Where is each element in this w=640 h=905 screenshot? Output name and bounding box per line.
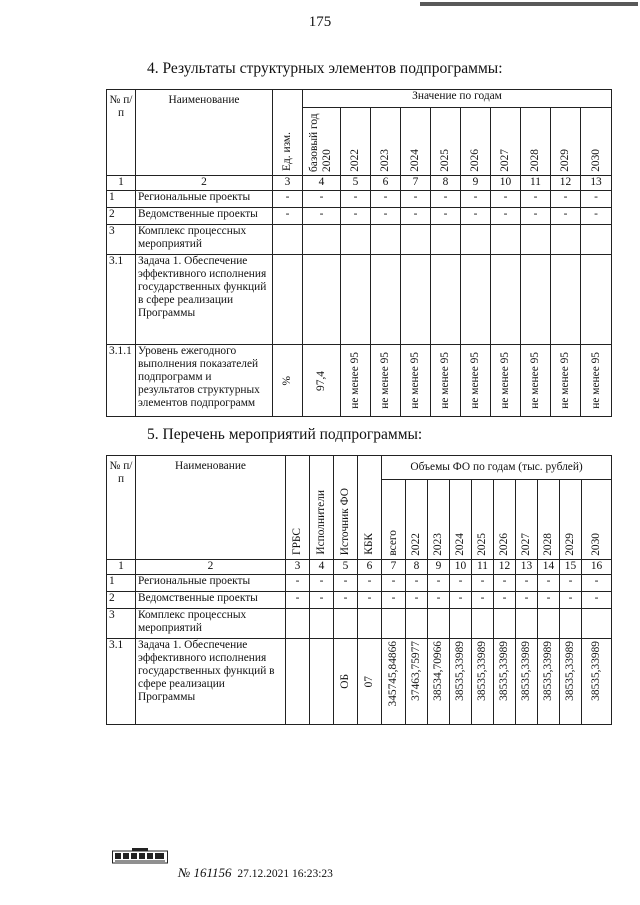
value-cell: не менее 95 <box>371 345 401 417</box>
value-cell: - <box>581 191 612 208</box>
row-grbs <box>286 609 310 639</box>
value-cell: - <box>472 592 494 609</box>
row-grbs: - <box>286 592 310 609</box>
year-header: 2024 <box>450 480 472 560</box>
column-index: 13 <box>516 560 538 575</box>
value-cell: - <box>450 592 472 609</box>
value-cell <box>538 609 560 639</box>
value-cell: 345745,84866 <box>382 639 406 725</box>
year-header: 2028 <box>538 480 560 560</box>
row-unit: % <box>273 345 303 417</box>
column-index: 6 <box>358 560 382 575</box>
year-header: 2029 <box>560 480 582 560</box>
value-cell: - <box>401 191 431 208</box>
value-cell: - <box>582 592 612 609</box>
year-header: 2024 <box>401 108 431 176</box>
column-index: 8 <box>406 560 428 575</box>
activities-table <box>106 455 612 725</box>
row-number: 3.1 <box>107 255 136 345</box>
row-grbs <box>286 639 310 725</box>
value-cell: 38535,33989 <box>560 639 582 725</box>
value-cell <box>581 225 612 255</box>
value-cell: - <box>494 592 516 609</box>
year-header: 2023 <box>371 108 401 176</box>
value-cell: - <box>341 208 371 225</box>
value-cell <box>303 225 341 255</box>
header-unit: Ед. изм. <box>273 90 303 176</box>
value-cell: - <box>581 208 612 225</box>
row-name: Региональные проекты <box>136 575 286 592</box>
value-cell: - <box>303 191 341 208</box>
value-cell: - <box>406 575 428 592</box>
row-unit: - <box>273 208 303 225</box>
column-index: 3 <box>286 560 310 575</box>
value-cell <box>461 255 491 345</box>
column-index: 11 <box>521 176 551 191</box>
value-cell: - <box>491 208 521 225</box>
row-name: Региональные проекты <box>136 191 273 208</box>
signature-stamp-icon <box>112 848 168 864</box>
row-number: 3 <box>107 609 136 639</box>
page-number: 175 <box>308 14 332 30</box>
section4-title: 4. Результаты структурных элементов подпрограммы: <box>147 60 503 77</box>
row-name: Уровень ежегодного выполнения показателей подпрограмм и результатов структурных элементов подпрограмм <box>136 345 273 417</box>
row-number: 3.1.1 <box>107 345 136 417</box>
row-number: 3 <box>107 225 136 255</box>
table-row <box>107 639 612 725</box>
value-cell: - <box>560 575 582 592</box>
row-number: 1 <box>107 575 136 592</box>
value-cell <box>428 609 450 639</box>
header-base-year: базовый год 2020 <box>303 108 341 176</box>
value-cell: не менее 95 <box>461 345 491 417</box>
year-header: 2026 <box>494 480 516 560</box>
value-cell: - <box>521 208 551 225</box>
value-cell: - <box>450 575 472 592</box>
row-unit <box>273 225 303 255</box>
column-index: 4 <box>310 560 334 575</box>
header-grbs: ГРБС <box>286 456 310 560</box>
table-row <box>107 575 612 592</box>
column-index: 2 <box>136 560 286 575</box>
year-header: 2026 <box>461 108 491 176</box>
value-cell: 38534,70966 <box>428 639 450 725</box>
value-cell: не менее 95 <box>401 345 431 417</box>
value-cell <box>431 225 461 255</box>
value-cell: не менее 95 <box>431 345 461 417</box>
value-cell: - <box>494 575 516 592</box>
row-number: 1 <box>107 191 136 208</box>
value-cell <box>521 255 551 345</box>
column-index: 1 <box>107 560 136 575</box>
row-executors: - <box>310 575 334 592</box>
value-cell: - <box>341 191 371 208</box>
row-number: 3.1 <box>107 639 136 725</box>
column-index: 13 <box>581 176 612 191</box>
value-cell: 38535,33989 <box>516 639 538 725</box>
results-table <box>106 89 612 417</box>
value-cell: - <box>428 575 450 592</box>
value-cell: - <box>371 191 401 208</box>
value-cell: не менее 95 <box>521 345 551 417</box>
value-cell <box>450 609 472 639</box>
row-unit: - <box>273 191 303 208</box>
value-cell <box>582 609 612 639</box>
value-cell: - <box>401 208 431 225</box>
document-footer <box>178 865 333 881</box>
value-cell: не менее 95 <box>341 345 371 417</box>
column-index: 15 <box>560 560 582 575</box>
value-cell: - <box>461 191 491 208</box>
value-cell <box>371 225 401 255</box>
column-index: 10 <box>450 560 472 575</box>
table-row <box>107 592 612 609</box>
value-cell <box>472 609 494 639</box>
row-executors: - <box>310 592 334 609</box>
table-row <box>107 225 612 255</box>
value-cell: - <box>521 191 551 208</box>
row-source: - <box>334 592 358 609</box>
value-cell <box>341 225 371 255</box>
value-cell <box>341 255 371 345</box>
value-cell: не менее 95 <box>491 345 521 417</box>
value-cell: - <box>303 208 341 225</box>
table-row <box>107 208 612 225</box>
table-row <box>107 255 612 345</box>
value-cell: - <box>431 208 461 225</box>
value-cell: - <box>551 191 581 208</box>
value-cell: - <box>472 575 494 592</box>
row-unit <box>273 255 303 345</box>
column-index: 16 <box>582 560 612 575</box>
value-cell: - <box>551 208 581 225</box>
row-kbk <box>358 609 382 639</box>
table-row <box>107 191 612 208</box>
row-name: Задача 1. Обеспечение эффективного исполнения государственных функций в сфере реализации Программы <box>136 255 273 345</box>
value-cell <box>581 255 612 345</box>
value-cell <box>401 255 431 345</box>
column-index: 9 <box>428 560 450 575</box>
header-source: Источник ФО <box>334 456 358 560</box>
value-cell: 38535,33989 <box>450 639 472 725</box>
value-cell: не менее 95 <box>551 345 581 417</box>
year-header: 2028 <box>521 108 551 176</box>
value-cell: - <box>428 592 450 609</box>
document-number: № 161156 <box>178 865 232 880</box>
row-kbk: - <box>358 592 382 609</box>
column-index: 12 <box>551 176 581 191</box>
header-total: всего <box>382 480 406 560</box>
table-row <box>107 345 612 417</box>
row-executors <box>310 639 334 725</box>
column-index: 4 <box>303 176 341 191</box>
value-cell: - <box>491 191 521 208</box>
year-header: 2027 <box>491 108 521 176</box>
value-cell: - <box>461 208 491 225</box>
value-cell: - <box>382 592 406 609</box>
value-cell: 38535,33989 <box>538 639 560 725</box>
row-executors <box>310 609 334 639</box>
value-cell <box>371 255 401 345</box>
column-index: 8 <box>431 176 461 191</box>
value-cell: - <box>371 208 401 225</box>
row-name: Комплекс процессных мероприятий <box>136 225 273 255</box>
column-index: 5 <box>341 176 371 191</box>
year-header: 2029 <box>551 108 581 176</box>
column-index: 5 <box>334 560 358 575</box>
header-num: № п/п <box>107 456 136 560</box>
value-cell: - <box>538 575 560 592</box>
row-kbk: - <box>358 575 382 592</box>
value-cell: - <box>382 575 406 592</box>
header-name: Наименование <box>136 456 286 560</box>
column-index: 12 <box>494 560 516 575</box>
header-kbk: КБК <box>358 456 382 560</box>
row-grbs: - <box>286 575 310 592</box>
value-cell: 38535,33989 <box>494 639 516 725</box>
column-index: 1 <box>107 176 136 191</box>
table-row <box>107 609 612 639</box>
value-cell: - <box>582 575 612 592</box>
year-header: 2030 <box>581 108 612 176</box>
value-cell <box>494 609 516 639</box>
row-number: 2 <box>107 592 136 609</box>
value-cell: - <box>516 592 538 609</box>
value-cell <box>431 255 461 345</box>
row-source: - <box>334 575 358 592</box>
year-header: 2022 <box>406 480 428 560</box>
value-cell: 38535,33989 <box>472 639 494 725</box>
row-number: 2 <box>107 208 136 225</box>
column-index: 7 <box>382 560 406 575</box>
value-cell <box>461 225 491 255</box>
column-index: 3 <box>273 176 303 191</box>
column-index: 14 <box>538 560 560 575</box>
column-index: 10 <box>491 176 521 191</box>
value-cell: не менее 95 <box>581 345 612 417</box>
column-index: 2 <box>136 176 273 191</box>
value-cell: 97,4 <box>303 345 341 417</box>
row-name: Комплекс процессных мероприятий <box>136 609 286 639</box>
row-name: Задача 1. Обеспечение эффективного исполнения государственных функций в сфере реализации Программы <box>136 639 286 725</box>
value-cell <box>401 225 431 255</box>
column-index: 7 <box>401 176 431 191</box>
row-name: Ведомственные проекты <box>136 208 273 225</box>
year-header: 2023 <box>428 480 450 560</box>
year-header: 2027 <box>516 480 538 560</box>
row-name: Ведомственные проекты <box>136 592 286 609</box>
value-cell <box>491 255 521 345</box>
value-cell: - <box>431 191 461 208</box>
value-cell: 37463,75977 <box>406 639 428 725</box>
row-source <box>334 609 358 639</box>
header-executors: Исполнители <box>310 456 334 560</box>
value-cell <box>551 225 581 255</box>
header-values-group: Значение по годам <box>303 90 612 108</box>
value-cell <box>382 609 406 639</box>
column-index: 6 <box>371 176 401 191</box>
value-cell <box>303 255 341 345</box>
value-cell <box>551 255 581 345</box>
year-header: 2025 <box>472 480 494 560</box>
value-cell <box>406 609 428 639</box>
value-cell: 38535,33989 <box>582 639 612 725</box>
value-cell <box>560 609 582 639</box>
value-cell: - <box>406 592 428 609</box>
column-index: 11 <box>472 560 494 575</box>
year-header: 2022 <box>341 108 371 176</box>
scan-edge-line <box>420 2 638 6</box>
header-num: № п/п <box>107 90 136 176</box>
year-header: 2030 <box>582 480 612 560</box>
value-cell <box>521 225 551 255</box>
year-header: 2025 <box>431 108 461 176</box>
document-datetime: 27.12.2021 16:23:23 <box>237 868 333 880</box>
value-cell: - <box>560 592 582 609</box>
value-cell <box>491 225 521 255</box>
value-cell: - <box>516 575 538 592</box>
value-cell <box>516 609 538 639</box>
value-cell: - <box>538 592 560 609</box>
row-source: ОБ <box>334 639 358 725</box>
section5-title: 5. Перечень мероприятий подпрограммы: <box>147 426 423 443</box>
header-name: Наименование <box>136 90 273 176</box>
row-kbk: 07 <box>358 639 382 725</box>
column-index: 9 <box>461 176 491 191</box>
header-values-group: Объемы ФО по годам (тыс. рублей) <box>382 456 612 480</box>
